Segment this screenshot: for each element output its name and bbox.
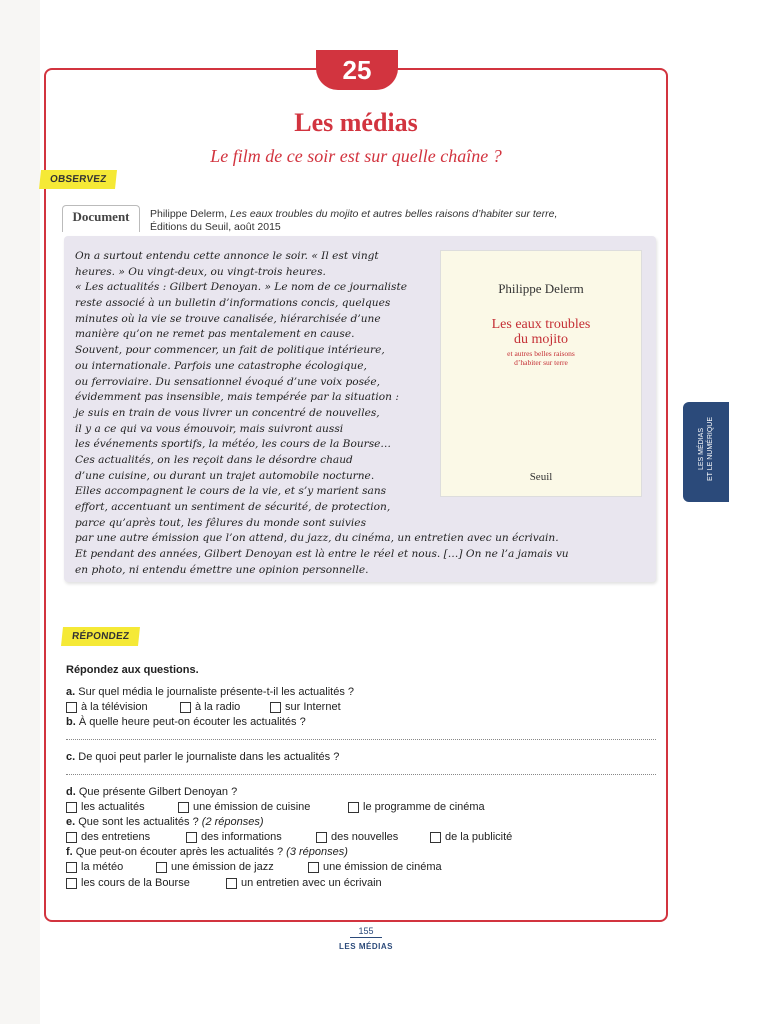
option-checkbox[interactable] <box>270 699 341 715</box>
text-line: Et pendant des années, Gilbert Denoyan est là entre le réel et nous. […] On ne l’a jamais vu <box>75 548 569 561</box>
question-text: Que présente Gilbert Denoyan ? <box>78 786 238 798</box>
chapter-number: 25 <box>316 50 398 90</box>
question-d <box>66 785 656 799</box>
text-line: évidemment pas insensible, mais tempérée par la situation : <box>75 391 399 404</box>
text-line: Souvent, pour commencer, un fait de politique intérieure, <box>75 344 385 357</box>
observe-tag: OBSERVEZ <box>39 170 117 189</box>
option-label: des informations <box>201 830 282 843</box>
option-checkbox[interactable] <box>66 829 186 845</box>
question-text: Sur quel média le journaliste présente-t-il les actualités ? <box>78 686 355 698</box>
option-label: de la publicité <box>445 830 513 843</box>
book-subtitle-line: et autres belles raisons <box>507 349 575 358</box>
answer-tag: RÉPONDEZ <box>61 627 140 646</box>
option-label: des entretiens <box>81 830 151 843</box>
source-edition: Éditions du Seuil, août 2015 <box>150 221 281 233</box>
question-letter: e. <box>66 816 76 828</box>
book-title-line: du mojito <box>513 332 569 347</box>
book-title <box>441 317 641 347</box>
page-title: Les médias <box>294 108 418 137</box>
checkbox-icon <box>66 878 77 889</box>
text-line: Ces actualités, on les reçoit dans le désordre chaud <box>75 453 353 466</box>
checkbox-icon <box>270 702 281 713</box>
answer-line-c[interactable] <box>66 764 656 775</box>
text-line: manière qu’on ne remet pas mentalement en cause. <box>75 328 355 341</box>
question-letter: d. <box>66 786 76 798</box>
option-label: le programme de cinéma <box>363 800 485 813</box>
option-checkbox[interactable] <box>66 859 156 875</box>
question-f <box>66 845 656 859</box>
page-number: 155 <box>358 926 374 936</box>
page-subtitle: Le film de ce soir est sur quelle chaîne ? <box>210 146 502 166</box>
text-line: d’une cuisine, ou durant un trajet automobile nocturne. <box>75 469 375 482</box>
options-f-row2 <box>66 875 656 891</box>
option-label: une émission de cuisine <box>193 800 311 813</box>
text-line: effort, accentuant un sentiment de sécurité, de protection, <box>75 501 391 513</box>
text-line: On a surtout entendu cette annonce le soir. « Il est vingt <box>75 250 379 262</box>
book-cover <box>440 250 642 497</box>
option-checkbox[interactable] <box>316 829 430 845</box>
book-publisher: Seuil <box>529 471 553 483</box>
text-line: « Les actualités : Gilbert Denoyan. » Le nom de ce journaliste <box>75 281 407 294</box>
question-text: Que peut-on écouter après les actualités ? <box>75 846 284 858</box>
document-source <box>150 208 650 234</box>
question-letter: c. <box>66 751 76 763</box>
side-tab-label <box>697 404 715 494</box>
checkbox-icon <box>226 878 237 889</box>
options-f-row1 <box>66 859 656 875</box>
option-checkbox[interactable] <box>156 859 308 875</box>
checkbox-icon <box>308 862 319 873</box>
options-d <box>66 799 656 815</box>
side-tab-line: ET LE NUMÉRIQUE <box>707 416 714 482</box>
option-checkbox[interactable] <box>186 829 316 845</box>
book-title-line: Les eaux troubles <box>491 317 591 332</box>
checkbox-icon <box>186 832 197 843</box>
question-b <box>66 715 656 729</box>
text-line: ou ferroviaire. Du sensationnel évoqué d’une voix posée, <box>75 375 380 388</box>
question-letter: b. <box>66 716 76 728</box>
questions-section <box>66 664 656 891</box>
option-checkbox[interactable] <box>66 875 226 891</box>
document-label: Document <box>62 205 140 232</box>
section-side-tab <box>683 402 729 502</box>
checkbox-icon <box>156 862 167 873</box>
checkbox-icon <box>430 832 441 843</box>
option-label: une émission de jazz <box>171 860 274 873</box>
text-line: ou internationale. Parfois une catastrophe écologique, <box>75 359 367 372</box>
question-e <box>66 815 656 829</box>
option-label: des nouvelles <box>331 830 399 843</box>
question-letter: a. <box>66 686 76 698</box>
option-label: une émission de cinéma <box>323 860 442 873</box>
option-checkbox[interactable] <box>66 699 180 715</box>
option-label: la météo <box>81 860 124 873</box>
book-subtitle-line: d’habiter sur terre <box>514 358 568 367</box>
question-text: À quelle heure peut-on écouter les actualités ? <box>78 716 306 728</box>
checkbox-icon <box>66 862 77 873</box>
option-checkbox[interactable] <box>348 799 485 815</box>
question-note: (3 réponses) <box>286 846 348 858</box>
checkbox-icon <box>66 832 77 843</box>
checkbox-icon <box>348 802 359 813</box>
text-line: en photo, ni entendu émettre une opinion personnelle. <box>75 563 369 576</box>
text-line: parce qu’après tout, les fêlures du monde sont suivies <box>75 516 367 529</box>
checkbox-icon <box>316 832 327 843</box>
questions-heading: Répondez aux questions. <box>66 664 199 676</box>
question-c <box>66 750 656 764</box>
option-label: les cours de la Bourse <box>81 876 190 889</box>
text-line: minutes où la vie se trouve canalisée, hiérarchisée d’une <box>75 312 381 325</box>
text-line: par une autre émission que l’on attend, du jazz, du cinéma, un entretien avec un écrivain. <box>75 532 559 545</box>
source-title: Les eaux troubles du mojito et autres belles raisons d’habiter sur terre, <box>229 208 558 220</box>
question-note: (2 réponses) <box>201 816 264 828</box>
footer-divider <box>350 937 382 938</box>
text-line: reste associé à un bulletin d’informations concis, quelques <box>75 297 391 310</box>
text-line: heures. » Ou vingt-deux, ou vingt-trois heures. <box>75 265 326 278</box>
text-line: il y a ce qui va vous émouvoir, mais suivront aussi <box>75 422 344 435</box>
option-checkbox[interactable] <box>308 859 442 875</box>
option-checkbox[interactable] <box>430 829 512 845</box>
text-line: Elles accompagnent le cours de la vie, et s’y marient sans <box>75 485 387 498</box>
source-author: Philippe Delerm, <box>150 208 228 220</box>
option-label: les actualités <box>81 800 145 813</box>
option-checkbox[interactable] <box>226 875 382 891</box>
question-letter: f. <box>66 846 73 858</box>
text-line: je suis en train de vous livrer un concentré de nouvelles, <box>75 406 380 419</box>
option-label: sur Internet <box>285 700 341 713</box>
checkbox-icon <box>178 802 189 813</box>
checkbox-icon <box>66 702 77 713</box>
option-label: à la radio <box>195 700 241 713</box>
footer-section: LES MÉDIAS <box>339 942 393 951</box>
option-label: un entretien avec un écrivain <box>241 876 382 889</box>
text-line: les événements sportifs, la météo, les cours de la Bourse… <box>75 438 392 451</box>
question-text: Que sont les actualités ? <box>78 816 199 828</box>
options-e <box>66 829 656 845</box>
option-checkbox[interactable] <box>180 699 270 715</box>
option-checkbox[interactable] <box>178 799 348 815</box>
checkbox-icon <box>180 702 191 713</box>
book-subtitle <box>441 349 641 367</box>
option-label: à la télévision <box>81 700 148 713</box>
side-tab-line: LES MÉDIAS <box>698 428 705 471</box>
answer-line-b[interactable] <box>66 729 656 740</box>
option-checkbox[interactable] <box>66 799 178 815</box>
question-text: De quoi peut parler le journaliste dans les actualités ? <box>78 751 340 763</box>
question-a <box>66 685 656 699</box>
checkbox-icon <box>66 802 77 813</box>
book-author: Philippe Delerm <box>498 281 584 296</box>
options-a <box>66 699 656 715</box>
